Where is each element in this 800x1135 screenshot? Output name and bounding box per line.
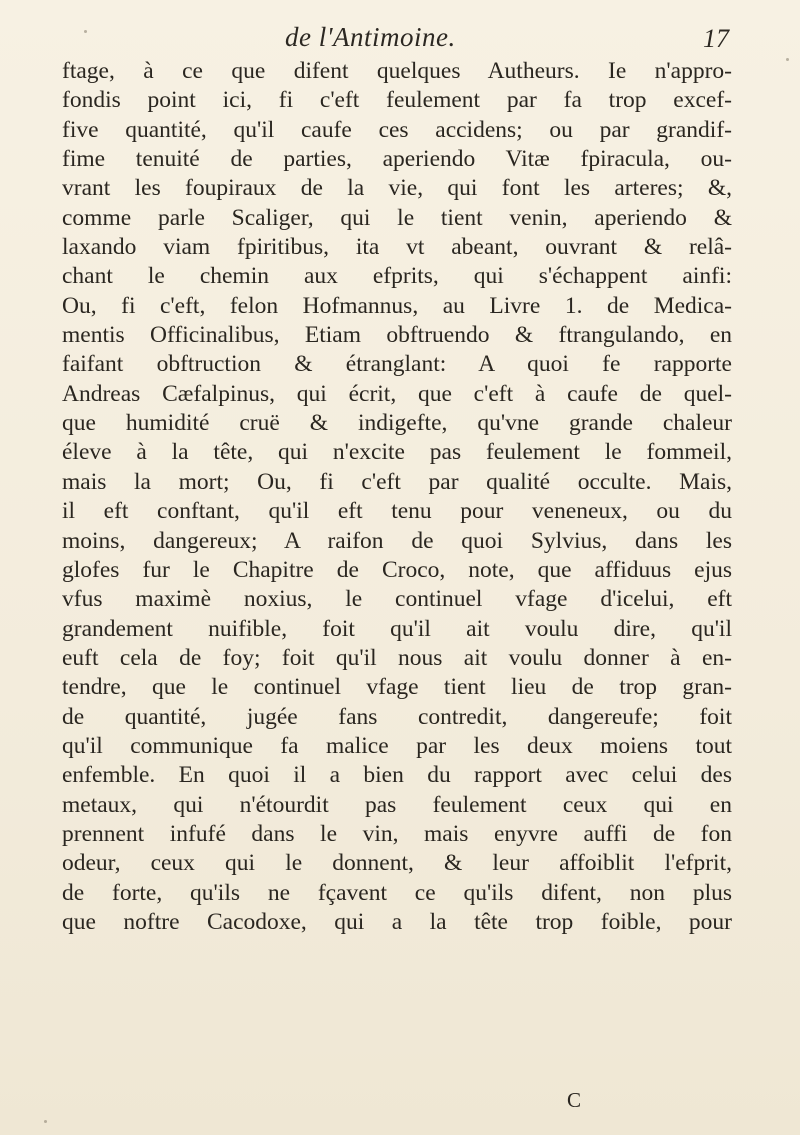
text-line: metaux, qui n'étourdit pas feulement ceux qui en: [62, 791, 732, 818]
text-line: fondis point ici, fi c'eft feulement par fa trop excef-: [62, 87, 732, 114]
text-line: Andreas Cæfalpinus, qui écrit, que c'eft à caufe de quel-: [62, 380, 732, 407]
text-line: laxando viam fpiritibus, ita vt abeant, ouvrant & relâ-: [62, 234, 732, 261]
text-line: de quantité, jugée fans contredit, dangereufe; foit: [62, 703, 732, 730]
text-line: prennent infufé dans le vin, mais enyvre auffi de fon: [62, 820, 732, 847]
text-line: euft cela de foy; foit qu'il nous ait voulu donner à en-: [62, 644, 732, 671]
text-line: que noftre Cacodoxe, qui a la tête trop foible, pour: [62, 908, 732, 935]
text-line: qu'il communique fa malice par les deux moiens tout: [62, 732, 732, 759]
text-line: vrant les foupiraux de la vie, qui font les arteres; &,: [62, 175, 732, 202]
text-line: de forte, qu'ils ne fçavent ce qu'ils difent, non plus: [62, 879, 732, 906]
paper-speck: [786, 58, 789, 61]
text-line: glofes fur le Chapitre de Croco, note, que affiduus ejus: [62, 556, 732, 583]
page-header: [0, 18, 800, 58]
text-line: Ou, fi c'eft, felon Hofmannus, au Livre 1. de Medica-: [62, 292, 732, 319]
text-line: comme parle Scaliger, qui le tient venin, aperiendo &: [62, 204, 732, 231]
paper-speck: [44, 1120, 47, 1123]
text-line: mentis Officinalibus, Etiam obftruendo & ftrangulando, en: [62, 322, 732, 349]
catchword: C: [567, 1088, 582, 1112]
text-line: faifant obftruction & étranglant: A quoi fe rapporte: [62, 351, 732, 378]
running-title: de l'Antimoine.: [285, 22, 456, 52]
page-number: 17: [703, 24, 729, 53]
text-line: chant le chemin aux efprits, qui s'échappent ainfi:: [62, 263, 732, 290]
text-line: tendre, que le continuel vfage tient lieu de trop gran-: [62, 674, 732, 701]
text-line: mais la mort; Ou, fi c'eft par qualité occulte. Mais,: [62, 468, 732, 495]
text-line: fime tenuité de parties, aperiendo Vitæ fpiracula, ou-: [62, 146, 732, 173]
paper-speck: [84, 30, 87, 33]
text-line: que humidité cruë & indigefte, qu'vne grande chaleur: [62, 410, 732, 437]
text-line: ftage, à ce que difent quelques Autheurs. Ie n'appro-: [62, 58, 732, 84]
text-line: moins, dangereux; A raifon de quoi Sylvius, dans les: [62, 527, 732, 554]
text-line: odeur, ceux qui le donnent, & leur affoiblit l'efprit,: [62, 850, 732, 877]
text-line: grandement nuifible, foit qu'il ait voulu dire, qu'il: [62, 615, 732, 642]
text-line: vfus maximè noxius, le continuel vfage d'icelui, eft: [62, 586, 732, 613]
body-text: [62, 57, 732, 937]
text-line: enfemble. En quoi il a bien du rapport avec celui des: [62, 762, 732, 789]
text-line: il eft conftant, qu'il eft tenu pour veneneux, ou du: [62, 498, 732, 525]
text-line: five quantité, qu'il caufe ces accidens; ou par grandif-: [62, 116, 732, 143]
text-line: éleve à la tête, qui n'excite pas feulement le fommeil,: [62, 439, 732, 466]
